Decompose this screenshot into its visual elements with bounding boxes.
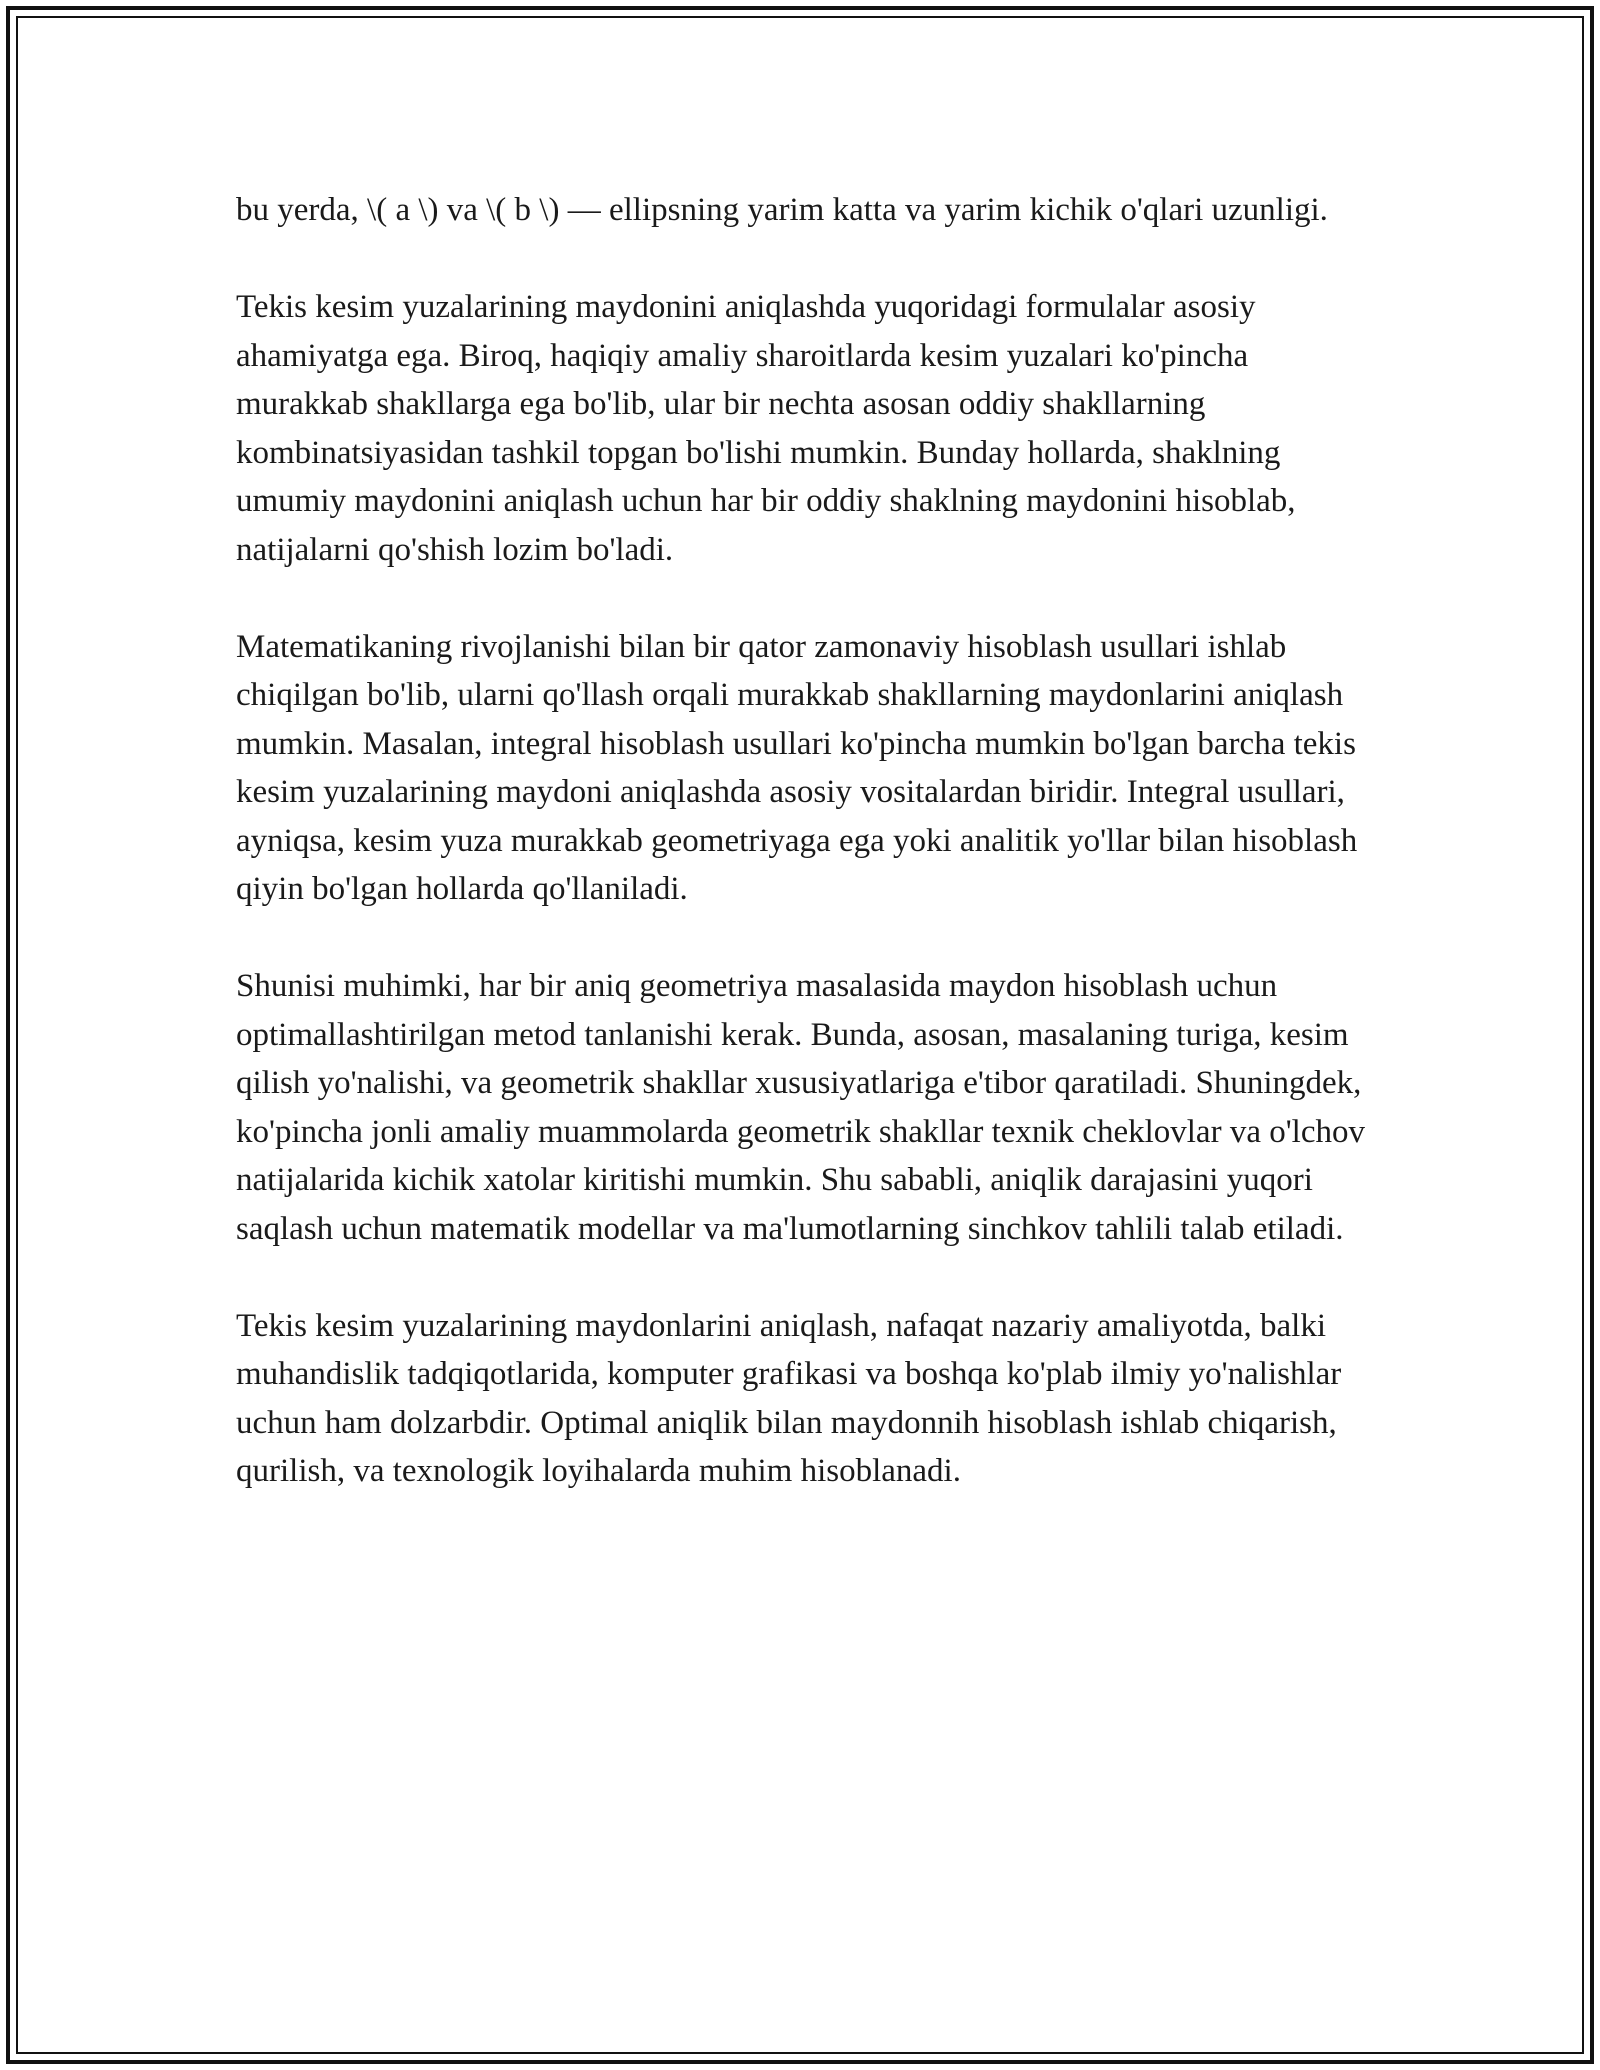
paragraph-method-selection: Shunisi muhimki, har bir aniq geometriya masalasida maydon hisoblash uchun optimallashtirilgan metod tanlanishi kerak. Bunda, asosan, masalaning turiga, kesim qilish yo'nalishi, va geometrik shakllar xususiyatlariga e'tibor qaratiladi. Shuningdek, ko'pincha jonli amaliy muammolarda geometrik shakllar texnik cheklovlar va o'lchov natijalarida kichik xatolar kiritishi mumkin. Shu sababli, aniqlik darajasini yuqori saqlash uchun matematik modellar va ma'lumotlarning sinchkov tahlili talab etiladi. — [236, 968, 1365, 1247]
paragraph-integral-methods: Matematikaning rivojlanishi bilan bir qator zamonaviy hisoblash usullari ishlab chiqilgan bo'lib, ularni qo'llash orqali murakkab shakllarning maydonlarini aniqlash mumkin. Masalan, integral hisoblash usullari ko'pincha mumkin bo'lgan barcha tekis kesim yuzalarining maydoni aniqlashda asosiy vositalardan biridir. Integral usullari, ayniqsa, kesim yuza murakkab geometriyaga ega yoki analitik yo'llar bilan hisoblash qiyin bo'lgan hollarda qo'llaniladi. — [236, 628, 1358, 907]
paragraph-composite-shapes: Tekis kesim yuzalarining maydonini aniqlashda yuqoridagi formulalar asosiy ahamiyatga ega. Biroq, haqiqiy amaliy sharoitlarda kesim yuzalari ko'pincha murakkab shakllarga ega bo'lib, ular bir nechta asosan oddiy shakllarning kombinatsiyasidan tashkil topgan bo'lishi mumkin. Bunday hollarda, shaklning umumiy maydonini aniqlash uchun har bir oddiy shaklning maydonini hisoblab, natijalarni qo'shish lozim bo'ladi. — [236, 289, 1296, 568]
paragraph-applications: Tekis kesim yuzalarining maydonlarini aniqlash, nafaqat nazariy amaliyotda, balki muhandislik tadqiqotlarida, komputer grafikasi va boshqa ko'plab ilmiy yo'nalishlar uchun ham dolzarbdir. Optimal aniqlik bilan maydonnih hisoblash ishlab chiqarish, qurilish, va texnologik loyihalarda muhim hisoblanadi. — [236, 1307, 1342, 1489]
document-body — [236, 186, 1386, 1496]
paragraph-ellipse-axes: bu yerda, \( a \) va \( b \) — ellipsning yarim katta va yarim kichik o'qlari uzunligi. — [236, 192, 1328, 228]
